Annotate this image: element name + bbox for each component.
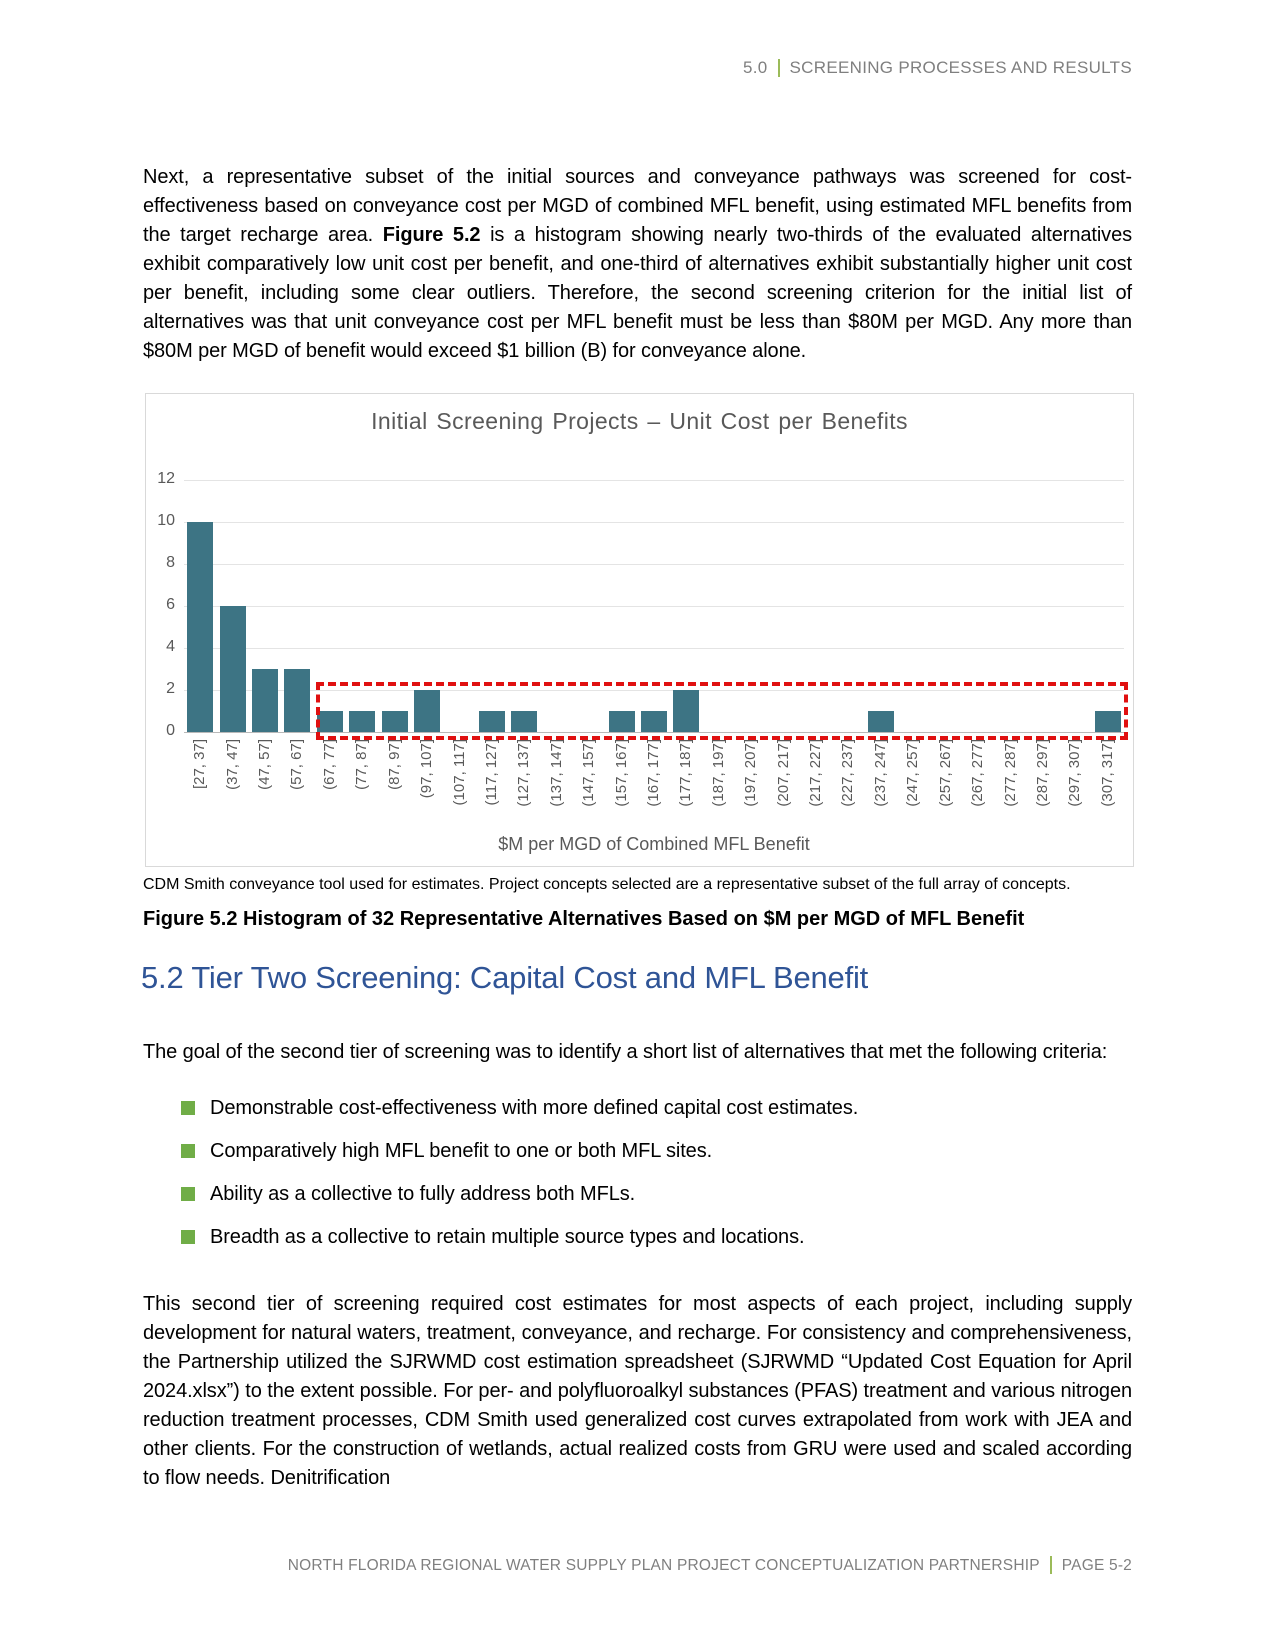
threshold-box <box>316 682 1128 740</box>
x-axis-tick-label: (87, 97] <box>385 739 403 790</box>
x-axis-tick-label: [27, 37] <box>191 739 209 790</box>
list-item-text: Breadth as a collective to retain multiple source types and locations. <box>210 1226 805 1248</box>
y-axis-tick-label: 4 <box>166 638 175 655</box>
footer-page-number: PAGE 5-2 <box>1061 1557 1132 1574</box>
header-section-number: 5.0 <box>743 58 768 77</box>
square-bullet-icon <box>181 1187 195 1201</box>
x-axis-tick-label: (197, 207] <box>742 739 760 807</box>
square-bullet-icon <box>181 1230 195 1244</box>
header-separator <box>778 59 780 77</box>
intro-text-before: Next, a representative subset of the initial sources and conveyance pathways was screened for cost-effectiveness based on conveyance cost per MGD of combined MFL benefit, using estimated MFL benefits from the target recharge area. <box>143 166 1132 246</box>
y-axis-tick-label: 10 <box>157 512 175 529</box>
x-axis-tick-label: (307, 317] <box>1098 739 1116 807</box>
list-item-text: Demonstrable cost-effectiveness with more defined capital cost estimates. <box>210 1097 859 1119</box>
chart-bar <box>284 669 310 732</box>
section-heading: 5.2 Tier Two Screening: Capital Cost and MFL Benefit <box>141 960 869 995</box>
chart-gridline <box>184 564 1124 565</box>
chart-title: Initial Screening Projects – Unit Cost per Benefits <box>371 408 908 434</box>
list-item <box>143 1225 1132 1249</box>
x-axis-tick-label: (107, 117] <box>450 739 468 806</box>
list-item <box>143 1139 1132 1163</box>
x-axis-tick-label: (207, 217] <box>774 739 792 807</box>
list-item-text: Ability as a collective to fully address both MFLs. <box>210 1183 636 1205</box>
list-item-text: Comparatively high MFL benefit to one or both MFL sites. <box>210 1140 713 1162</box>
intro-paragraph <box>143 163 1132 366</box>
page-footer <box>288 1556 1132 1575</box>
x-axis-tick-label: (227, 237] <box>839 739 857 807</box>
x-axis-tick-label: (127, 137] <box>515 739 533 807</box>
x-axis-tick-label: (167, 177] <box>645 739 662 807</box>
y-axis-tick-label: 6 <box>166 596 175 613</box>
x-axis-tick-label: (217, 227] <box>807 739 825 807</box>
chart-bar <box>187 522 213 732</box>
x-axis-tick-label: (37, 47] <box>223 739 241 790</box>
x-axis-tick-label: (47, 57] <box>256 739 274 790</box>
y-axis-tick-label: 8 <box>166 554 175 571</box>
square-bullet-icon <box>181 1144 195 1158</box>
x-axis-tick-label: (147, 157] <box>580 739 598 807</box>
intro-text-after: is a histogram showing nearly two-thirds of the evaluated alternatives exhibit comparatively low unit cost per benefit, and one-third of alternatives exhibit substantially higher unit cost per benefit, including some clear outliers. Therefore, the second screening criterion for the initial list of alternatives was that unit conveyance cost per MFL benefit must be less than $80M per MGD. Any more than $80M per MGD of benefit would exceed $1 billion (B) for conveyance alone. <box>143 224 1133 362</box>
list-item <box>143 1096 1132 1120</box>
x-axis-tick-label: (237, 247] <box>871 739 889 807</box>
x-axis-tick-label: (67, 77] <box>320 739 338 790</box>
x-axis-tick-label: (287, 297] <box>1033 739 1051 807</box>
x-axis-tick-label: (117, 127] <box>482 739 500 806</box>
x-axis-tick-label: (257, 267] <box>936 739 954 807</box>
header-title: SCREENING PROCESSES AND RESULTS <box>789 58 1132 77</box>
x-axis-tick-label: (137, 147] <box>547 739 565 807</box>
x-axis-tick-label: (187, 197] <box>709 739 727 807</box>
chart-canvas <box>146 394 1133 866</box>
criteria-list <box>143 1096 1132 1268</box>
body-paragraph: This second tier of screening required cost estimates for most aspects of each project, including supply development for natural waters, treatment, conveyance, and recharge. For consistency and comprehensiveness, the Partnership utilized the SJRWMD cost estimation spreadsheet (SJRWMD “Updated Cost Equation for April 2024.xlsx”) to the extent possible. For per- and polyfluoroalkyl substances (PFAS) treatment and various nitrogen reduction treatment processes, CDM Smith used generalized cost curves extrapolated from work with JEA and other clients. For the construction of wetlands, actual realized costs from GRU were used and scaled according to flow needs. Denitrification <box>143 1293 1132 1489</box>
figure-5-2-chart <box>145 393 1134 867</box>
chart-bar <box>220 606 246 732</box>
x-axis-tick-label: (97, 107] <box>418 739 436 799</box>
chart-gridline <box>184 480 1124 481</box>
page-header <box>743 58 1132 78</box>
x-axis-tick-label: (177, 187] <box>677 739 695 807</box>
x-axis-tick-label: (267, 277] <box>969 739 987 807</box>
x-axis-tick-label: (157, 167] <box>612 739 630 807</box>
chart-bar <box>252 669 278 732</box>
y-axis-tick-label: 2 <box>166 680 175 697</box>
figure-reference: Figure 5.2 <box>382 224 481 246</box>
chart-gridline <box>184 648 1124 649</box>
list-item <box>143 1182 1132 1206</box>
x-axis-tick-label: (297, 307] <box>1066 739 1084 807</box>
x-axis-tick-label: (77, 87] <box>353 739 371 790</box>
chart-gridline <box>184 522 1124 523</box>
section-intro: The goal of the second tier of screening was to identify a short list of alternatives that met the following criteria: <box>143 1041 1108 1063</box>
figure-caption: Figure 5.2 Histogram of 32 Representative Alternatives Based on $M per MGD of MFL Benefit <box>143 908 1025 930</box>
x-axis-tick-label: (247, 257] <box>904 739 922 807</box>
y-axis-tick-label: 0 <box>166 722 175 739</box>
chart-source-note: CDM Smith conveyance tool used for estimates. Project concepts selected are a representative subset of the full array of concepts. <box>143 876 1071 893</box>
x-axis-tick-label: (57, 67] <box>288 739 306 790</box>
footer-title: NORTH FLORIDA REGIONAL WATER SUPPLY PLAN PROJECT CONCEPTUALIZATION PARTNERSHIP <box>287 1557 1040 1574</box>
y-axis-tick-label: 12 <box>157 470 175 487</box>
footer-separator <box>1050 1556 1052 1574</box>
chart-gridline <box>184 606 1124 607</box>
x-axis-title: $M per MGD of Combined MFL Benefit <box>498 834 810 854</box>
x-axis-tick-label: (277, 287] <box>1001 739 1019 807</box>
square-bullet-icon <box>181 1101 195 1115</box>
